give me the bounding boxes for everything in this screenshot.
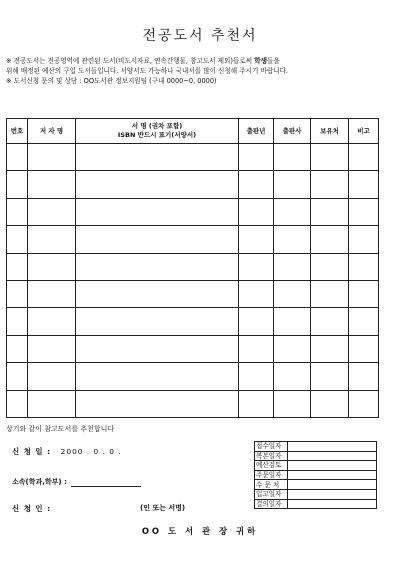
request-date	[12, 446, 122, 457]
cell-holding[interactable]	[311, 253, 349, 280]
cell-remark[interactable]	[349, 144, 379, 171]
cell-title[interactable]	[76, 363, 239, 390]
processing-label: 수 문 처	[255, 480, 288, 490]
processing-label: 접수일자	[255, 442, 288, 452]
cell-publisher[interactable]	[274, 253, 311, 280]
header-title-line-2: ISBN 반드시 표기(서양서)	[117, 131, 197, 139]
table-header-row	[7, 119, 379, 144]
cell-author[interactable]	[28, 253, 76, 280]
processing-record-body	[255, 442, 377, 509]
instruction-line-3: ※ 도서신청 문의 및 상담 : OO도서관 정보지원팀 (구내 0000~0, 0000)	[6, 77, 217, 85]
table-row	[7, 171, 379, 198]
cell-remark[interactable]	[349, 308, 379, 335]
processing-row	[255, 442, 377, 452]
cell-author[interactable]	[28, 144, 76, 171]
table-row	[7, 335, 379, 362]
cell-publisher[interactable]	[274, 335, 311, 362]
cell-remark[interactable]	[349, 363, 379, 390]
header-author: 저 자 명	[28, 119, 76, 144]
cell-title[interactable]	[76, 390, 239, 417]
processing-value[interactable]	[288, 470, 377, 480]
cell-publisher[interactable]	[274, 390, 311, 417]
cell-publisher[interactable]	[274, 280, 311, 307]
date-label: 신 청 일 :	[12, 447, 52, 456]
cell-title[interactable]	[76, 226, 239, 253]
cell-publisher[interactable]	[274, 363, 311, 390]
processing-row	[255, 451, 377, 461]
cell-number[interactable]	[7, 198, 28, 225]
table-row	[7, 144, 379, 171]
cell-remark[interactable]	[349, 280, 379, 307]
processing-value[interactable]	[288, 480, 377, 490]
recommend-statement: 상기와 같이 참고도서를 추천합니다	[6, 425, 115, 433]
table-row	[7, 253, 379, 280]
cell-publisher[interactable]	[274, 308, 311, 335]
processing-label: 예산검토	[255, 461, 288, 471]
cell-publisher[interactable]	[274, 144, 311, 171]
processing-value[interactable]	[288, 442, 377, 452]
header-remark: 비고	[349, 119, 379, 144]
cell-remark[interactable]	[349, 253, 379, 280]
cell-holding[interactable]	[311, 171, 349, 198]
cell-holding[interactable]	[311, 144, 349, 171]
cell-year[interactable]	[239, 144, 274, 171]
cell-author[interactable]	[28, 390, 76, 417]
table-body	[7, 144, 379, 418]
processing-value[interactable]	[288, 451, 377, 461]
processing-label: 주문일자	[255, 470, 288, 480]
header-year: 출판년	[239, 119, 274, 144]
cell-remark[interactable]	[349, 198, 379, 225]
cell-author[interactable]	[28, 226, 76, 253]
cell-year[interactable]	[239, 363, 274, 390]
processing-value[interactable]	[288, 489, 377, 499]
cell-remark[interactable]	[349, 390, 379, 417]
cell-author[interactable]	[28, 198, 76, 225]
cell-title[interactable]	[76, 335, 239, 362]
processing-label: 복본일자	[255, 451, 288, 461]
processing-row	[255, 499, 377, 509]
cell-number[interactable]	[7, 390, 28, 417]
cell-holding[interactable]	[311, 390, 349, 417]
instruction-line-1-end: 들을	[266, 57, 280, 65]
cell-year[interactable]	[239, 308, 274, 335]
instruction-line-1-text: ※ 전공도서는 전공영역에 관련된 도서(비도서자료, 연속간행물, 참고도서 제외)들로써	[6, 57, 255, 65]
processing-label: 입고일자	[255, 489, 288, 499]
processing-row	[255, 489, 377, 499]
cell-year[interactable]	[239, 280, 274, 307]
book-request-table	[6, 118, 379, 418]
cell-holding[interactable]	[311, 280, 349, 307]
table-row	[7, 390, 379, 417]
header-publisher: 출판사	[274, 119, 311, 144]
cell-holding[interactable]	[311, 363, 349, 390]
cell-title[interactable]	[76, 144, 239, 171]
processing-record-table	[254, 441, 377, 509]
cell-remark[interactable]	[349, 226, 379, 253]
date-value[interactable]: 2000 . 0 . 0 .	[60, 447, 122, 456]
header-number: 번호	[7, 119, 28, 144]
cell-publisher[interactable]	[274, 171, 311, 198]
cell-year[interactable]	[239, 171, 274, 198]
header-title-line-1: 서 명 (권차 포함)	[131, 122, 183, 130]
instruction-line-1	[6, 56, 396, 66]
processing-value[interactable]	[288, 499, 377, 509]
form-title: 전공도서 추천서	[142, 28, 258, 44]
cell-year[interactable]	[239, 226, 274, 253]
table-row	[7, 198, 379, 225]
cell-remark[interactable]	[349, 171, 379, 198]
table-row	[7, 226, 379, 253]
cell-holding[interactable]	[311, 308, 349, 335]
table-row	[7, 308, 379, 335]
cell-publisher[interactable]	[274, 198, 311, 225]
cell-number[interactable]	[7, 144, 28, 171]
processing-value[interactable]	[288, 461, 377, 471]
cell-year[interactable]	[239, 390, 274, 417]
header-title	[76, 119, 239, 144]
processing-row	[255, 470, 377, 480]
cell-author[interactable]	[28, 171, 76, 198]
table-row	[7, 363, 379, 390]
seal-or-signature[interactable]: (인 또는 서명)	[140, 504, 186, 512]
cell-author[interactable]	[28, 280, 76, 307]
cell-number[interactable]	[7, 308, 28, 335]
cell-number[interactable]	[7, 253, 28, 280]
applicant-label: 신 청 인 :	[12, 504, 52, 513]
cell-number[interactable]	[7, 280, 28, 307]
cell-year[interactable]	[239, 335, 274, 362]
cell-year[interactable]	[239, 198, 274, 225]
instructions	[6, 56, 396, 86]
instruction-line-2: 위해 배정된 예산의 구입 도서들입니다. 서양서도 가능하나 국내서를 많이 신청해 주시기 바랍니다.	[6, 67, 289, 75]
cell-author[interactable]	[28, 308, 76, 335]
affiliation-label: 소속(학과,학부) :	[12, 478, 67, 486]
instruction-emphasis: 학생	[254, 57, 267, 65]
table-row	[7, 280, 379, 307]
cell-title[interactable]	[76, 280, 239, 307]
cell-title[interactable]	[76, 308, 239, 335]
cell-holding[interactable]	[311, 226, 349, 253]
header-holding: 보유처	[311, 119, 349, 144]
cell-holding[interactable]	[311, 198, 349, 225]
processing-row	[255, 480, 377, 490]
cell-author[interactable]	[28, 335, 76, 362]
cell-title[interactable]	[76, 253, 239, 280]
cell-remark[interactable]	[349, 335, 379, 362]
cell-title[interactable]	[76, 171, 239, 198]
cell-author[interactable]	[28, 363, 76, 390]
cell-number[interactable]	[7, 363, 28, 390]
affiliation-field	[12, 477, 141, 487]
cell-title[interactable]	[76, 198, 239, 225]
cell-number[interactable]	[7, 335, 28, 362]
cell-year[interactable]	[239, 253, 274, 280]
cell-publisher[interactable]	[274, 226, 311, 253]
cell-number[interactable]	[7, 171, 28, 198]
affiliation-input-line[interactable]	[71, 478, 141, 487]
processing-row	[255, 461, 377, 471]
processing-label: 결의일자	[255, 499, 288, 509]
cell-holding[interactable]	[311, 335, 349, 362]
closing-addressee: OO 도 서 관 장 귀하	[141, 526, 259, 536]
cell-number[interactable]	[7, 226, 28, 253]
